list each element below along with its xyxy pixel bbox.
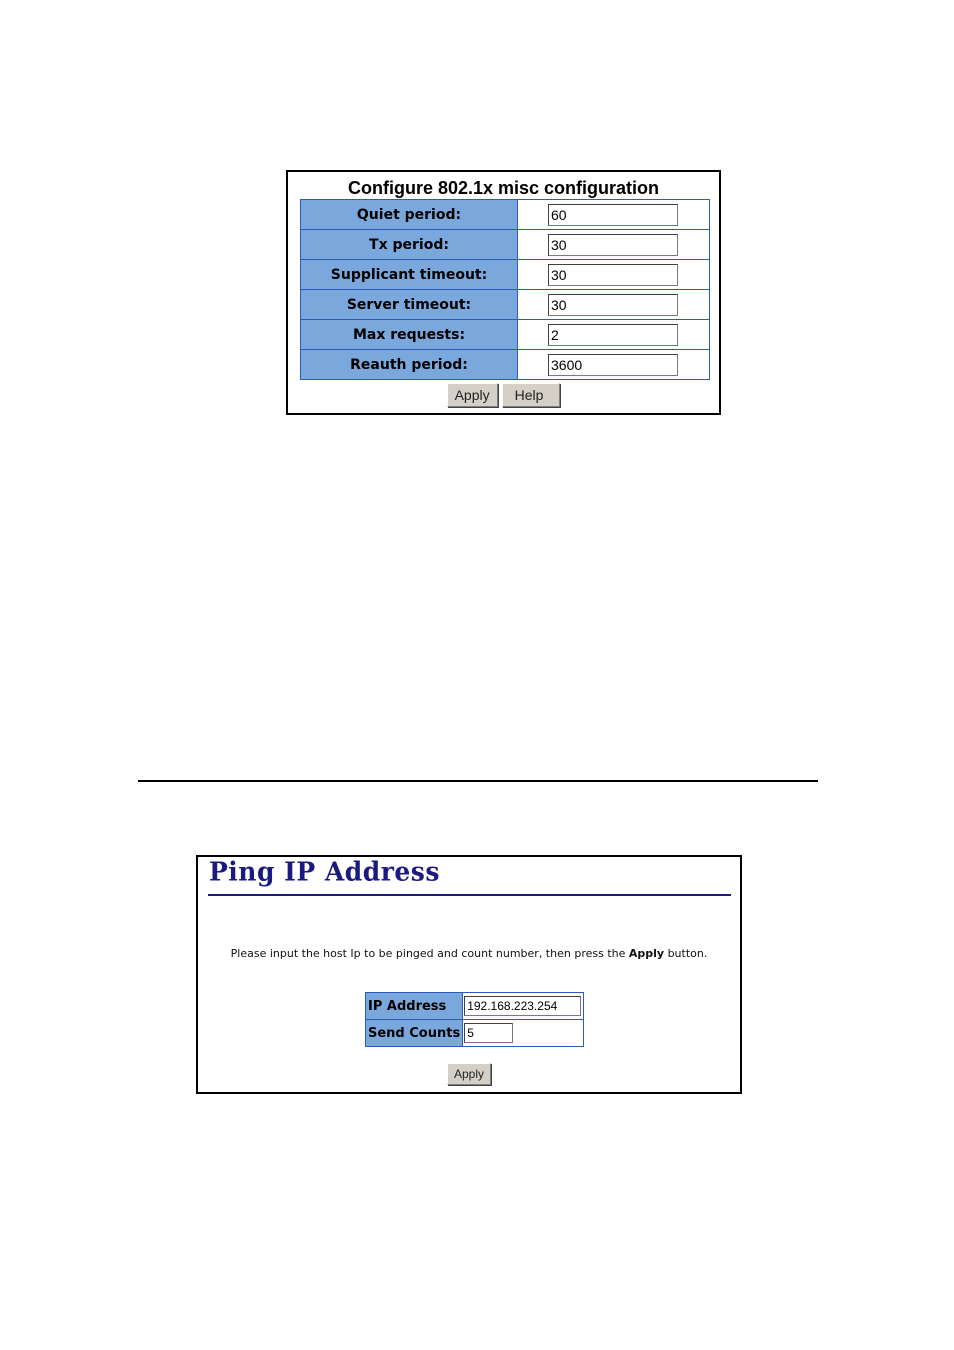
ip-address-row: [366, 993, 584, 1020]
reauth-period-input[interactable]: [548, 354, 678, 376]
server-timeout-input[interactable]: [548, 294, 678, 316]
misc-config-panel: [286, 170, 721, 415]
ping-title-rule: [208, 894, 731, 896]
tx-period-input[interactable]: [548, 234, 678, 256]
max-requests-label: Max requests:: [301, 320, 518, 350]
ip-address-label: IP Address: [366, 993, 463, 1020]
supplicant-timeout-label: Supplicant timeout:: [301, 260, 518, 290]
tx-period-row: [301, 230, 710, 260]
misc-config-title: Configure 802.1x misc configuration: [347, 178, 660, 198]
server-timeout-label: Server timeout:: [301, 290, 518, 320]
reauth-period-label: Reauth period:: [301, 350, 518, 380]
ping-apply-button[interactable]: Apply: [447, 1063, 491, 1085]
supplicant-timeout-row: [301, 260, 710, 290]
ping-instructions-suffix: button.: [664, 947, 708, 960]
misc-config-button-bar: [288, 383, 719, 407]
misc-config-table: [300, 199, 710, 380]
ping-instructions: [198, 947, 740, 960]
quiet-period-row: [301, 200, 710, 230]
ping-instructions-apply-word: Apply: [628, 947, 665, 960]
send-counts-label: Send Counts: [366, 1020, 463, 1047]
send-counts-row: [366, 1020, 584, 1047]
ping-form-table: [365, 992, 584, 1047]
quiet-period-label: Quiet period:: [301, 200, 518, 230]
max-requests-input[interactable]: [548, 324, 678, 346]
server-timeout-row: [301, 290, 710, 320]
supplicant-timeout-input[interactable]: [548, 264, 678, 286]
ping-instructions-prefix: Please input the host Ip to be pinged and count number, then press the: [230, 947, 629, 960]
quiet-period-input[interactable]: [548, 204, 678, 226]
apply-button[interactable]: Apply: [447, 383, 498, 407]
ping-panel: [196, 855, 742, 1094]
help-button[interactable]: Help: [502, 383, 561, 407]
page-divider: [138, 780, 818, 782]
max-requests-row: [301, 320, 710, 350]
ip-address-input[interactable]: [464, 996, 581, 1016]
ping-title: Ping IP Address: [209, 856, 440, 887]
reauth-period-row: [301, 350, 710, 380]
send-counts-input[interactable]: [464, 1023, 513, 1043]
ping-button-bar: [198, 1063, 740, 1085]
tx-period-label: Tx period:: [301, 230, 518, 260]
